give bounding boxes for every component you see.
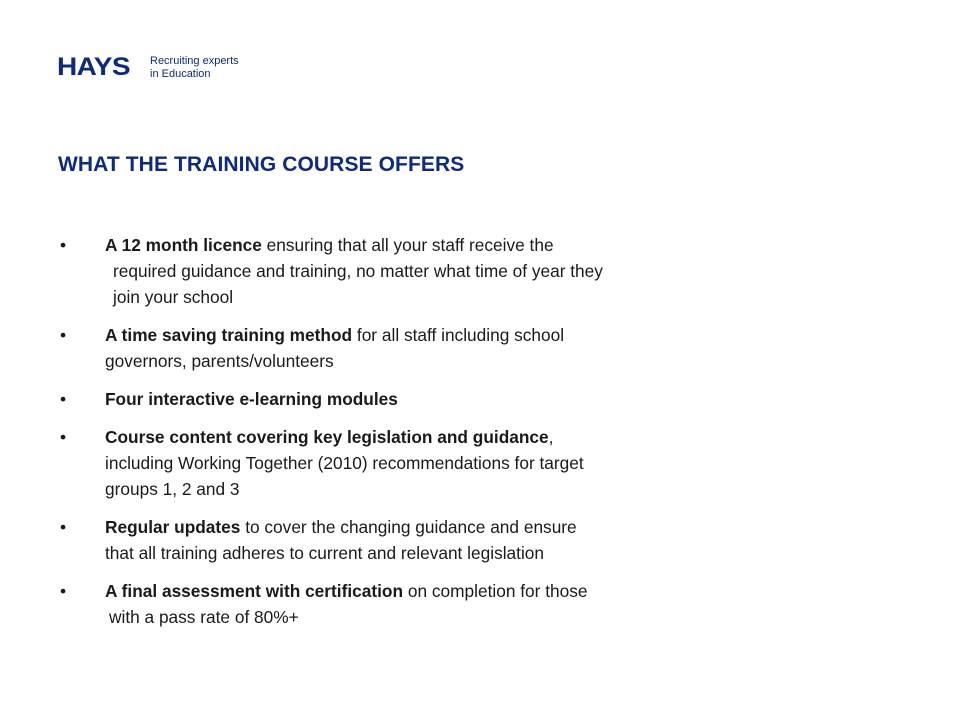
- item-text-line: with a pass rate of 80%+: [109, 607, 299, 627]
- item-text-line: groups 1, 2 and 3: [105, 479, 240, 499]
- offers-list: [60, 232, 760, 642]
- item-text-line: join your school: [113, 287, 234, 307]
- item-text: on completion for those: [403, 581, 588, 601]
- item-bold-text: A time saving training method: [105, 325, 353, 345]
- item-text-line: required guidance and training, no matter what time of year they: [113, 261, 603, 281]
- list-item-time-saving: [60, 322, 760, 374]
- item-text-line: that all training adheres to current and relevant legislation: [105, 543, 545, 563]
- item-text: ,: [548, 427, 554, 447]
- bullet-icon: •: [60, 581, 67, 601]
- bullet-icon: •: [60, 427, 67, 447]
- item-bold-text: A 12 month licence: [105, 235, 262, 255]
- item-bold-text: Four interactive e-learning modules: [105, 389, 398, 409]
- list-item-modules: [60, 386, 760, 412]
- list-item-licence: [60, 232, 760, 310]
- page-title: WHAT THE TRAINING COURSE OFFERS: [58, 153, 465, 176]
- item-bold-text: A final assessment with certification: [105, 581, 404, 601]
- list-item-updates: [60, 514, 760, 566]
- bullet-icon: •: [60, 517, 67, 537]
- item-text: for all staff including school: [352, 325, 565, 345]
- bullet-icon: •: [60, 325, 67, 345]
- item-text: ensuring that all your staff receive the: [261, 235, 554, 255]
- logo-tagline: [150, 55, 239, 81]
- item-bold-text: Course content covering key legislation and guidance: [105, 427, 549, 447]
- item-text-line: including Working Together (2010) recommendations for target: [105, 453, 584, 473]
- bullet-icon: •: [60, 235, 67, 255]
- logo-tagline-line-1: Recruiting experts: [150, 55, 239, 67]
- list-item-assessment: [60, 578, 760, 630]
- item-text: to cover the changing guidance and ensure: [240, 517, 577, 537]
- item-text-line: governors, parents/volunteers: [105, 351, 334, 371]
- bullet-icon: •: [60, 389, 67, 409]
- list-item-course-content: [60, 424, 760, 502]
- item-bold-text: Regular updates: [105, 517, 241, 537]
- logo-tagline-line-2: in Education: [150, 68, 211, 80]
- logo-wordmark: HAYS: [57, 53, 130, 81]
